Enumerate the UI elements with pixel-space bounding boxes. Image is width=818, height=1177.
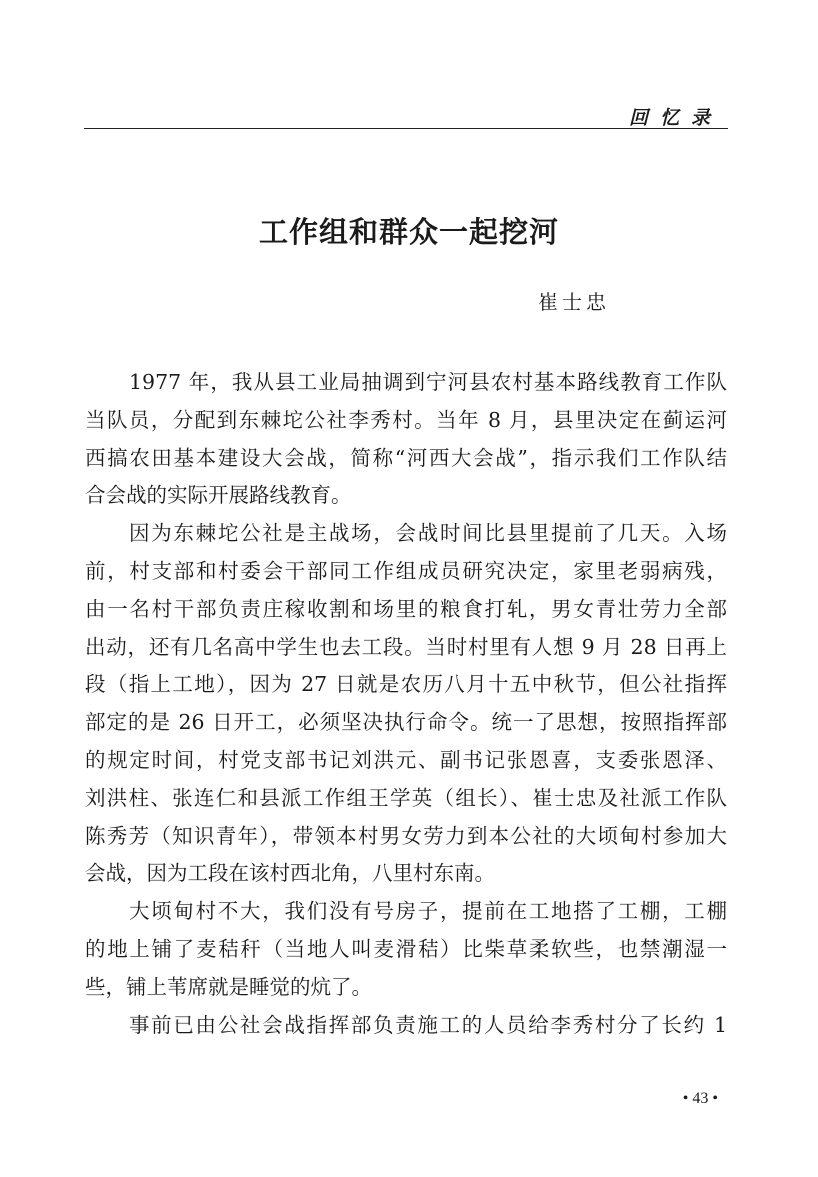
article-author: 崔士忠 (538, 290, 610, 314)
body-line: 会战，因为工段在该村西北角，八里村东南。 (85, 861, 495, 886)
body-line: 出动，还有几名高中学生也去工段。当时村里有人想 9 月 28 日再上 (85, 634, 727, 659)
body-line: 大顷甸村不大，我们没有号房子，提前在工地搭了工棚，工棚 (129, 899, 727, 924)
running-header: 回忆录 (628, 107, 722, 129)
body-line: 由一名村干部负责庄稼收割和场里的粮食打轧，男女青壮劳力全部 (85, 596, 727, 621)
body-line: 当队员，分配到东棘坨公社李秀村。当年 8 月，县里决定在蓟运河 (85, 407, 727, 432)
body-line: 段（指上工地），因为 27 日就是农历八月十五中秋节，但公社指挥 (85, 672, 727, 697)
page-number: • 43 • (682, 1090, 718, 1107)
body-line: 些，铺上苇席就是睡觉的炕了。 (85, 974, 372, 999)
body-line: 事前已由公社会战指挥部负责施工的人员给李秀村分了长约 1 (129, 1012, 727, 1037)
body-line: 因为东棘坨公社是主战场，会战时间比县里提前了几天。入场 (129, 521, 727, 546)
article-title: 工作组和群众一起挖河 (258, 215, 559, 249)
article-body (85, 364, 727, 1044)
body-line: 的规定时间，村党支部书记刘洪元、副书记张恩喜，支委张恩泽、 (85, 747, 727, 772)
body-line: 刘洪柱、张连仁和县派工作组王学英（组长）、崔士忠及社派工作队 (85, 785, 727, 810)
body-line: 前，村支部和村委会干部同工作组成员研究决定，家里老弱病残， (85, 558, 727, 583)
body-line: 陈秀芳（知识青年），带领本村男女劳力到本公社的大顷甸村参加大 (85, 823, 727, 848)
body-line: 部定的是 26 日开工，必须坚决执行命令。统一了思想，按照指挥部 (85, 710, 727, 735)
body-line: 的地上铺了麦秸秆（当地人叫麦滑秸）比柴草柔软些，也禁潮湿一 (85, 936, 727, 961)
body-line: 西搞农田基本建设大会战，简称“河西大会战”，指示我们工作队结 (85, 445, 727, 470)
header-rule (84, 128, 728, 129)
body-line: 合会战的实际开展路线教育。 (85, 483, 352, 508)
body-line: 1977 年，我从县工业局抽调到宁河县农村基本路线教育工作队 (129, 370, 727, 394)
